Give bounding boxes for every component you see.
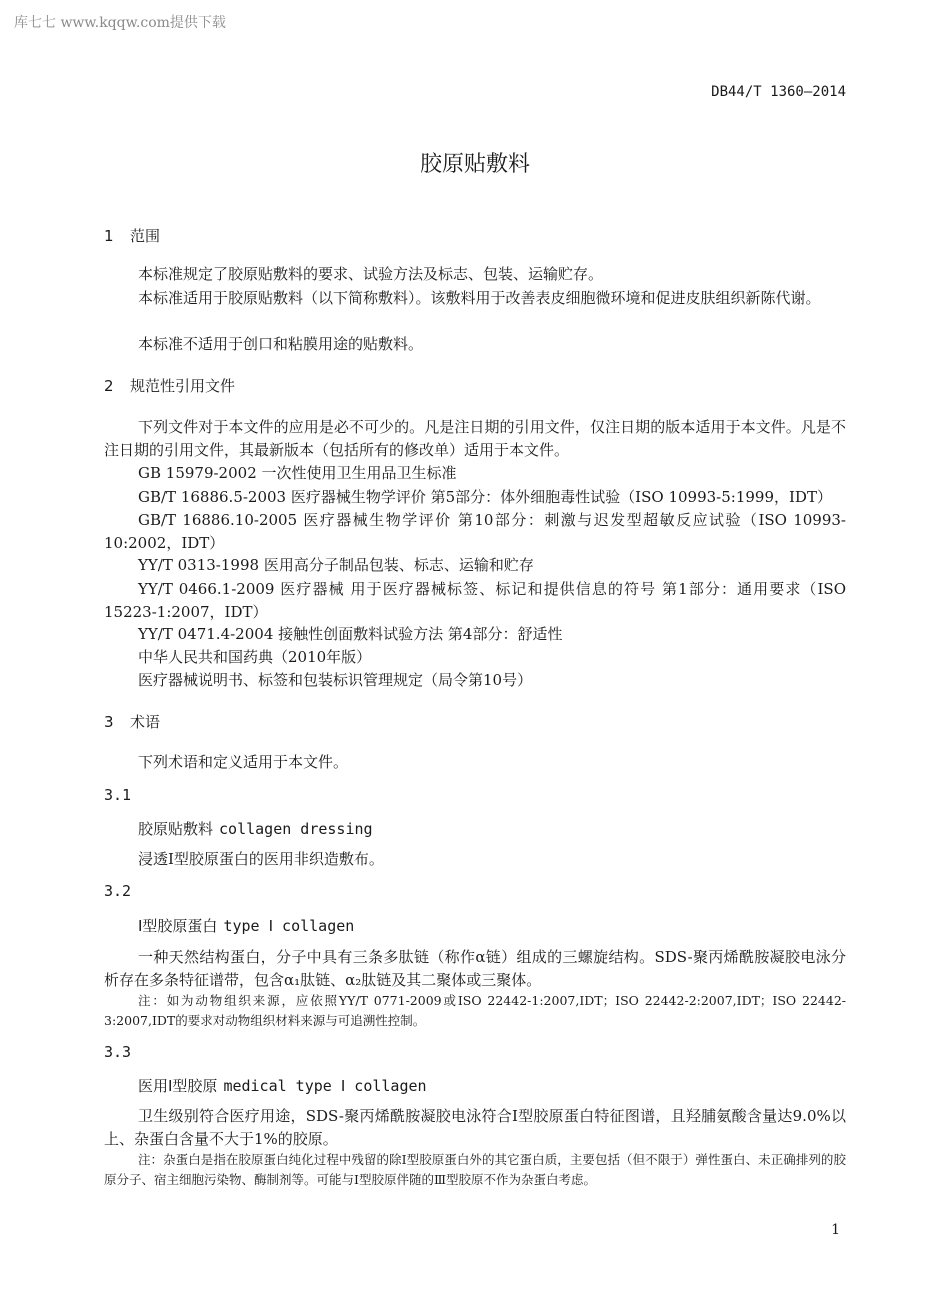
section-title: 规范性引用文件 xyxy=(130,377,236,395)
section-title: 范围 xyxy=(130,227,161,245)
term-chinese: Ⅰ型胶原蛋白 xyxy=(138,917,218,935)
section-number: 3 xyxy=(104,713,114,731)
paragraph: 下列文件对于本文件的应用是必不可少的。凡是注日期的引用文件，仅注日期的版本适用于本文件。凡是不注日期的引用文件，其最新版本（包括所有的修改单）适用于本文件。 xyxy=(104,418,846,459)
term-heading xyxy=(138,818,373,839)
page-number: 1 xyxy=(831,1222,840,1238)
term-english: type Ⅰ collagen xyxy=(223,917,355,935)
section-1-heading xyxy=(104,225,160,246)
paragraph: 下列术语和定义适用于本文件。 xyxy=(138,753,349,771)
term-definition: 卫生级别符合医疗用途，SDS-聚丙烯酰胺凝胶电泳符合Ⅰ型胶原蛋白特征图谱，且羟脯氨酸含量达9.0%以上、杂蛋白含量不大于1%的胶原。 xyxy=(104,1107,846,1148)
paragraph: 本标准不适用于创口和粘膜用途的贴敷料。 xyxy=(138,335,424,353)
section-number: 1 xyxy=(104,227,114,245)
term-note: 注：如为动物组织来源，应依照YY/T 0771-2009或ISO 22442-1:2007,IDT；ISO 22442-2:2007,IDT；ISO 22442-3:2007,IDT的要求对动物组织材料来源与可追溯性控制。 xyxy=(104,993,846,1028)
term-chinese: 医用Ⅰ型胶原 xyxy=(138,1077,218,1095)
term-number: 3.3 xyxy=(104,1043,132,1061)
reference-item: GB 15979-2002 一次性使用卫生用品卫生标准 xyxy=(138,464,457,482)
reference-item: YY/T 0313-1998 医用高分子制品包装、标志、运输和贮存 xyxy=(138,556,534,574)
reference-item: YY/T 0471.4-2004 接触性创面敷料试验方法 第4部分：舒适性 xyxy=(138,625,563,643)
reference-item: GB/T 16886.5-2003 医疗器械生物学评价 第5部分：体外细胞毒性试验（ISO 10993-5:1999，IDT） xyxy=(138,488,832,506)
term-english: collagen dressing xyxy=(219,820,373,838)
term-number: 3.1 xyxy=(104,786,132,804)
section-title: 术语 xyxy=(130,713,161,731)
section-number: 2 xyxy=(104,377,114,395)
term-definition: 一种天然结构蛋白，分子中具有三条多肽链（称作α链）组成的三螺旋结构。SDS-聚丙烯酰胺凝胶电泳分析存在多条特征谱带，包含α₁肽链、α₂肽链及其二聚体或三聚体。 xyxy=(104,948,846,989)
term-chinese: 胶原贴敷料 xyxy=(138,820,214,838)
paragraph: 本标准规定了胶原贴敷料的要求、试验方法及标志、包装、运输贮存。 xyxy=(138,265,604,283)
term-heading xyxy=(138,1075,427,1096)
term-note: 注：杂蛋白是指在胶原蛋白纯化过程中残留的除Ⅰ型胶原蛋白外的其它蛋白质，主要包括（但不限于）弹性蛋白、未正确排列的胶原分子、宿主细胞污染物、酶制剂等。可能与Ⅰ型胶原伴随的Ⅲ型胶原不作为杂蛋白考虑。 xyxy=(104,1152,846,1187)
section-2-heading xyxy=(104,375,235,396)
reference-item: 中华人民共和国药典（2010年版） xyxy=(138,648,372,666)
reference-item: YY/T 0466.1-2009 医疗器械 用于医疗器械标签、标记和提供信息的符号 第1部分：通用要求（ISO 15223-1:2007，IDT） xyxy=(104,580,846,621)
term-english: medical type Ⅰ collagen xyxy=(223,1077,427,1095)
document-title: 胶原贴敷料 xyxy=(419,152,530,177)
term-number: 3.2 xyxy=(104,882,132,900)
reference-item: 医疗器械说明书、标签和包装标识管理规定（局令第10号） xyxy=(138,671,533,689)
term-definition: 浸透Ⅰ型胶原蛋白的医用非织造敷布。 xyxy=(138,850,384,868)
watermark-text: 库七七 www.kqqw.com提供下载 xyxy=(14,15,226,31)
section-3-heading xyxy=(104,711,160,732)
term-heading xyxy=(138,915,354,936)
reference-item: GB/T 16886.10-2005 医疗器械生物学评价 第10部分：刺激与迟发型超敏反应试验（ISO 10993-10:2002，IDT） xyxy=(104,511,846,552)
standard-code: DB44/T 1360—2014 xyxy=(711,84,846,100)
paragraph: 本标准适用于胶原贴敷料（以下简称敷料）。该敷料用于改善表皮细胞微环境和促进皮肤组织新陈代谢。 xyxy=(138,289,821,307)
